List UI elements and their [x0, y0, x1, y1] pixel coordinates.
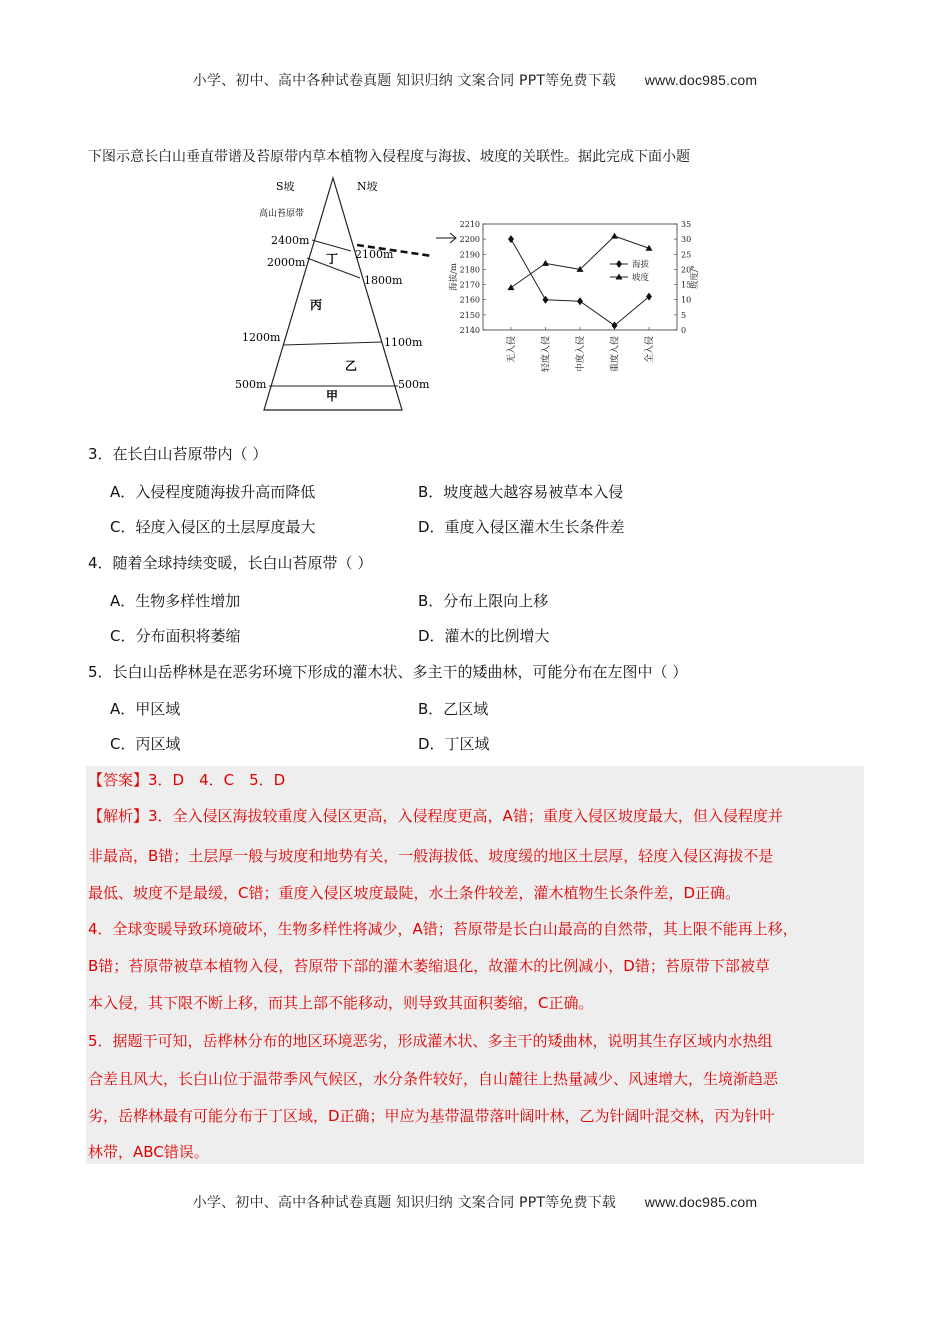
- footer-text: 小学、初中、高中各种试卷真题 知识归纳 文案合同 PPT等免费下载: [192, 1195, 617, 1211]
- y-tick-label: 2140: [459, 326, 480, 335]
- x-tick-label: 无入侵: [507, 336, 517, 364]
- q5-option-d[interactable]: D．丁区域: [418, 735, 490, 753]
- analysis-line-9: 劣，岳桦林最有可能分布于丁区域，D正确；甲应为基带温带落叶阔叶林，乙为针阔叶混交林，丙为针叶: [88, 1107, 775, 1125]
- question-4-stem: 4．随着全球持续变暖，长白山苔原带（ ）: [88, 554, 373, 572]
- zone-yi: 乙: [345, 359, 358, 373]
- analysis-line-4: 4．全球变暖导致环境破坏，生物多样性将减少，A错；苔原带是长白山最高的自然带，其上限不能再上移，: [88, 920, 798, 938]
- q3-option-c[interactable]: C．轻度入侵区的土层厚度最大: [110, 518, 316, 536]
- analysis-text-1: 3．全入侵区海拔较重度入侵区更高，入侵程度更高，A错；重度入侵区坡度最大，但入侵程度并: [148, 807, 783, 825]
- x-tick-label: 重度入侵: [610, 336, 621, 373]
- series-altitude-line: [511, 239, 649, 325]
- invasion-chart: [440, 210, 700, 390]
- altitude-point: [646, 293, 652, 301]
- y2-tick-label: 25: [681, 250, 692, 260]
- q3-option-d[interactable]: D．重度入侵区灌木生长条件差: [418, 518, 625, 536]
- analysis-line-10: 林带，ABC错误。: [88, 1143, 209, 1161]
- alt-right-1800: 1800m: [364, 274, 403, 287]
- slope-point: [508, 284, 515, 290]
- y2-tick-label: 35: [681, 220, 692, 229]
- analysis-label: 【解析】: [88, 807, 149, 825]
- y-axis-label: 海拔/m: [449, 263, 459, 291]
- alt-right-500: 500m: [398, 378, 430, 391]
- q3-option-b[interactable]: B．坡度越大越容易被草本入侵: [418, 483, 624, 501]
- answer-line: [88, 769, 285, 791]
- x-tick-label: 中度入侵: [576, 336, 586, 373]
- zone-jia: 甲: [326, 389, 339, 403]
- q3-option-a[interactable]: A．入侵程度随海拔升高而降低: [110, 483, 316, 501]
- alt-left-500: 500m: [235, 378, 267, 391]
- analysis-line-5: B错；苔原带被草本植物入侵，苔原带下部的灌木萎缩退化，故灌木的比例减小，D错；苔原带下部被草: [88, 957, 770, 975]
- y-tick-label: 2200: [459, 235, 480, 245]
- y-tick-label: 2210: [459, 220, 480, 229]
- alt-left-2400: 2400m: [271, 234, 310, 247]
- legend-slope-label: 坡度: [632, 273, 650, 283]
- y-tick-label: 2190: [459, 250, 480, 260]
- altitude-point: [577, 297, 583, 305]
- y2-tick-label: 20: [681, 265, 692, 275]
- y-tick-label: 2170: [459, 280, 480, 290]
- q4-option-a[interactable]: A．生物多样性增加: [110, 592, 241, 610]
- x-tick-label: 轻度入侵: [541, 336, 552, 373]
- page-footer: [0, 1192, 950, 1212]
- intro-text: 下图示意长白山垂直带谱及苔原带内草本植物入侵程度与海拔、坡度的关联性。据此完成下面小题: [88, 149, 690, 165]
- question-3-stem: 3．在长白山苔原带内（ ）: [88, 445, 268, 463]
- y2-axis-label: 坡度/°: [690, 264, 700, 290]
- question-5-stem: 5．长白山岳桦林是在恶劣环境下形成的灌木状、多主干的矮曲林，可能分布在左图中（ ）: [88, 663, 688, 681]
- slope-point: [542, 260, 549, 266]
- y2-tick-label: 10: [681, 295, 692, 305]
- analysis-line-2: 非最高，B错；土层厚一般与坡度和地势有关，一般海拔低、坡度缓的地区土层厚，轻度入侵区海拔不是: [88, 847, 774, 865]
- legend-altitude-label: 海拔: [632, 260, 650, 270]
- alt-left-2000: 2000m: [267, 256, 306, 269]
- header-text: 小学、初中、高中各种试卷真题 知识归纳 文案合同 PPT等免费下载: [192, 73, 617, 89]
- footer-site-link[interactable]: www.doc985.com: [644, 1194, 758, 1210]
- y2-tick-label: 30: [681, 235, 692, 245]
- q4-option-c[interactable]: C．分布面积将萎缩: [110, 627, 241, 645]
- altitude-point: [612, 321, 618, 329]
- zone-ding: 丁: [326, 252, 339, 266]
- series-slope-line: [511, 236, 649, 287]
- tundra-label: 高山苔原带: [259, 209, 305, 219]
- y2-tick-label: 5: [681, 310, 687, 320]
- analysis-line-7: 5．据题干可知，岳桦林分布的地区环境恶劣，形成灌木状、多主干的矮曲林，说明其生存区域内水热组: [88, 1032, 773, 1050]
- analysis-line-8: 合差且风大，长白山位于温带季风气候区，水分条件较好，自山麓往上热量减少、风速增大，生境渐趋恶: [88, 1070, 779, 1088]
- zone-bing: 丙: [310, 298, 323, 312]
- q5-option-c[interactable]: C．丙区域: [110, 735, 181, 753]
- y2-tick-label: 0: [681, 326, 687, 335]
- alt-left-1200: 1200m: [242, 331, 281, 344]
- page-header: [0, 70, 950, 90]
- y-tick-label: 2180: [459, 265, 480, 275]
- alt-right-1100: 1100m: [384, 336, 423, 349]
- q4-option-b[interactable]: B．分布上限向上移: [418, 592, 549, 610]
- analysis-line-3: 最低、坡度不是最缓，C错；重度入侵区坡度最陡，水土条件较差，灌木植物生长条件差，D正确。: [88, 884, 741, 902]
- answer-text: 3．D 4．C 5．D: [148, 771, 286, 789]
- q4-option-d[interactable]: D．灌木的比例增大: [418, 627, 550, 645]
- slope-point: [611, 233, 618, 239]
- y-tick-label: 2160: [459, 295, 480, 305]
- x-tick-label: 全入侵: [645, 336, 655, 364]
- mountain-diagram: [230, 170, 450, 415]
- answer-label: 【答案】: [88, 771, 149, 789]
- header-site-link[interactable]: www.doc985.com: [644, 72, 758, 88]
- y-tick-label: 2150: [459, 310, 480, 320]
- q5-option-a[interactable]: A．甲区域: [110, 700, 181, 718]
- s-slope-label: S坡: [276, 180, 295, 193]
- legend-altitude-marker: [616, 260, 622, 268]
- analysis-line-1: [88, 805, 783, 827]
- y2-tick-label: 15: [681, 280, 692, 290]
- n-slope-label: N坡: [357, 180, 378, 193]
- analysis-line-6: 本入侵，其下限不断上移，而其上部不能移动，则导致其面积萎缩，C正确。: [88, 994, 594, 1012]
- alt-right-2100: 2100m: [355, 248, 394, 261]
- q5-option-b[interactable]: B．乙区域: [418, 700, 489, 718]
